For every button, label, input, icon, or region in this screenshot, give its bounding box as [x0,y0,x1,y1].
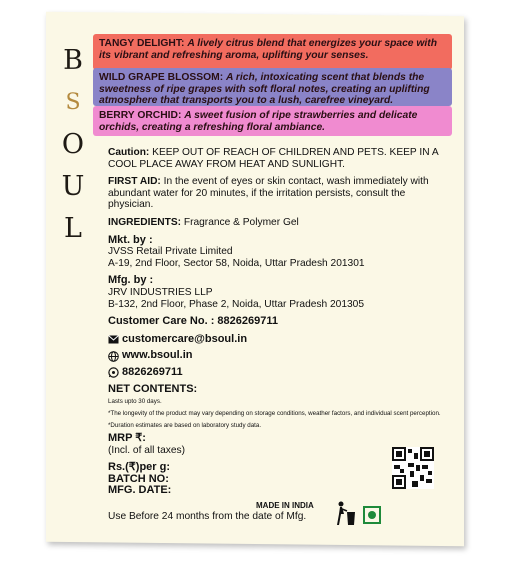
fragrance-title: BERRY ORCHID: [99,110,182,121]
note-line: *Duration estimates are based on laboratory study data. [108,422,262,430]
note-line: Lasts upto 30 days. [108,398,162,406]
rs-per-g: Rs.(₹)per g: [108,461,170,474]
fragrance-text: A lively citrus blend that energizes your space with its vibrant and refreshing aroma, uplifting your senses. [99,38,437,61]
mail-icon [108,334,119,345]
qr-code-icon [392,447,434,489]
dispose-in-bin-icon [336,500,356,526]
fragrance-text: A sweet fusion of ripe strawberries and delicate orchids, creating a refreshing floral ambiance. [99,110,418,133]
brand-letter: L [64,213,82,244]
label-content [108,147,446,497]
fragrance-band-grape [93,68,452,106]
marketed-by: Mkt. by : JVSS Retail Private Limited A-19, 2nd Floor, Sector 58, Noida, Uttar Pradesh 201301 [108,233,365,269]
fragrance-band-tangy [93,34,452,70]
mfg-date: MFG. DATE: [108,484,172,497]
whatsapp-icon [108,367,119,378]
mrp-note: (Incl. of all taxes) [108,444,185,456]
vegetarian-mark-icon [363,506,381,524]
fragrance-text: A rich, intoxicating scent that blends the sweetness of ripe grapes with soft floral notes, creating an uplifting atmosphere that transports you to a lush, carefree vineyard. [99,72,430,106]
batch-no: BATCH NO: [108,472,169,485]
first-aid-text: FIRST AID: In the event of eyes or skin contact, wash immediately with abundant water for 20 minutes, if the irritation persists, consult the physician. [108,176,429,211]
manufactured-by: Mfg. by : JRV INDUSTRIES LLP B-132, 2nd Floor, Phase 2, Noida, Uttar Pradesh 201305 [108,274,364,310]
customer-care: Customer Care No. : 8826269711 [108,315,278,328]
veg-dot [368,511,376,519]
fragrance-title: WILD GRAPE BLOSSOM: [99,72,224,83]
caution-text: Caution: KEEP OUT OF REACH OF CHILDREN AND PETS. KEEP IN A COOL PLACE AWAY FROM HEAT AND SUNLIGHT. [108,147,439,170]
made-in-india: MADE IN INDIA [256,501,314,510]
brand-letter: O [61,129,85,160]
use-before: Use Before 24 months from the date of Mfg. [108,511,307,522]
ingredients-text: INGREDIENTS: Fragrance & Polymer Gel [108,216,299,228]
globe-icon [108,351,119,362]
fragrance-band-berry [93,106,452,136]
brand-letter: B [63,45,83,76]
mrp: MRP ₹: [108,432,146,445]
brand-letter: U [61,171,85,202]
whatsapp-contact: 8826269711 [108,367,446,379]
brand-letter: S [65,90,81,115]
net-contents: NET CONTENTS: [108,382,198,395]
email-contact: customercare@bsoul.in [108,334,446,346]
website-contact: www.bsoul.in [108,350,446,362]
brand-logo [58,40,88,250]
fragrance-title: TANGY DELIGHT: [99,38,185,49]
note-line: *The longevity of the product may vary depending on storage conditions, weather factors, and individual scent perception. [108,410,441,418]
